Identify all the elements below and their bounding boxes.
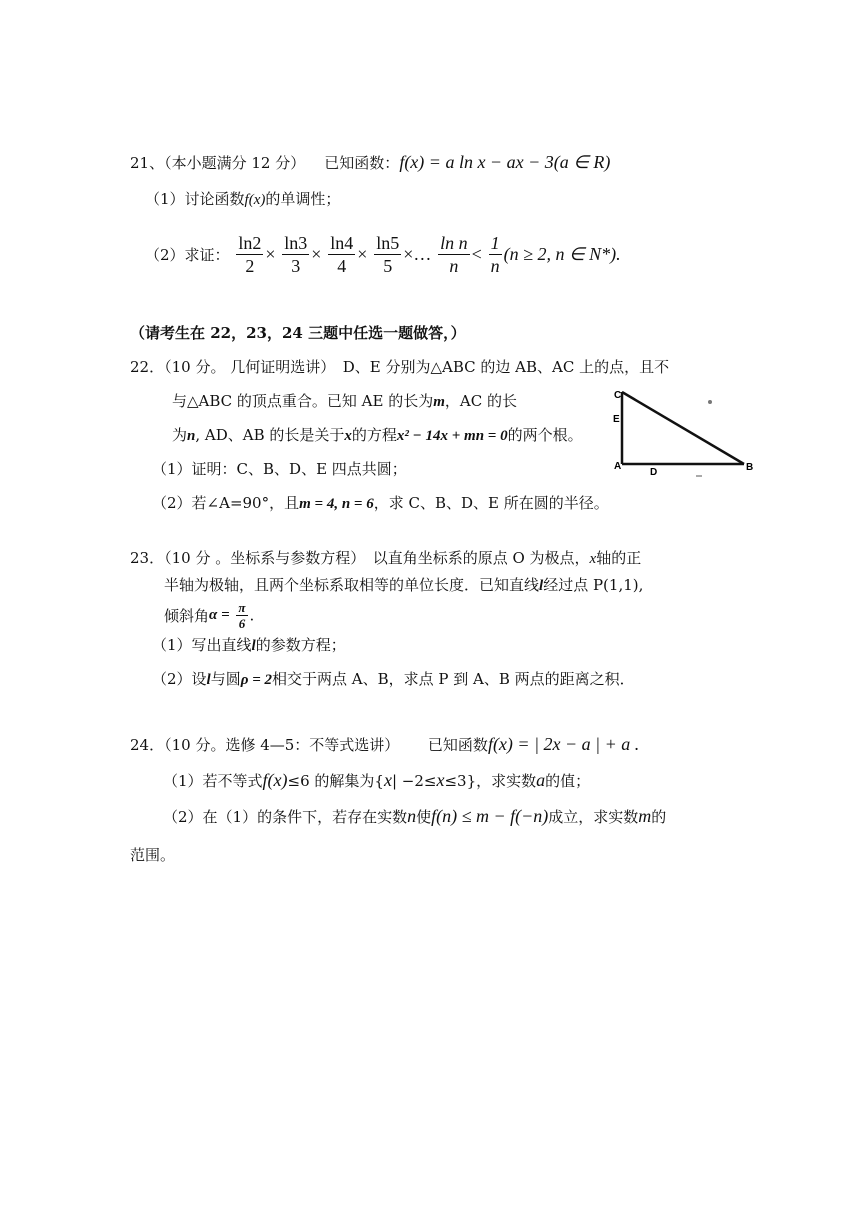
q22-line2: 与△ABC 的顶点重合。已知 AE 的长为m，AC 的长 bbox=[172, 392, 517, 410]
q22-var-m: m bbox=[433, 394, 445, 410]
q21-function: f(x) = a ln x − ax − 3(a ∈ R) bbox=[399, 152, 611, 172]
q22-equation: x² − 14x + mn = 0 bbox=[396, 428, 508, 444]
q23-part1: （1）写出直线l的参数方程； bbox=[152, 636, 346, 654]
q21-intro: 已知函数： bbox=[324, 154, 400, 172]
q21-part1-label: （1）讨论函数 bbox=[145, 190, 245, 208]
q23-alpha: α = bbox=[209, 607, 230, 623]
triangle-figure bbox=[610, 378, 762, 480]
q23-circle-eq: ρ = 2 bbox=[240, 672, 273, 688]
q21-fraction-last: $\frac{\text{ln n}}{n}$ bbox=[440, 233, 468, 276]
q23-line1: 23．（10 分 。坐标系与参数方程） 以直角坐标系的原点 O 为极点，x轴的正 bbox=[130, 549, 642, 567]
q21-part1-tail: 的单调性； bbox=[265, 190, 341, 208]
q23-line2: 半轴为极轴，且两个坐标系取相等的单位长度．已知直线l经过点 P(1,1), bbox=[164, 576, 644, 594]
selection-note: （请考生在 22，23，24 三题中任选一题做答，） bbox=[130, 324, 466, 342]
label-A: A bbox=[614, 461, 622, 472]
q21-fraction-2: $\frac{\ln 3}{3}$ bbox=[284, 233, 308, 276]
q21-title-line bbox=[130, 152, 610, 173]
q22-line3: 为n, AD、AB 的长是关于x的方程x² − 14x + mn = 0的两个根。 bbox=[172, 426, 583, 444]
q21-part2: （2）求证： $\frac{\ln 2}{2}$ × $\frac{\ln 3}{3}$ × $\frac{\ln 4}{4}$ × $\frac{\ln 5}{5}$ ×… $\frac{\text{ln n}}{n}$ < $\frac{1}{n}$ (n ≥ 2, n ∈ N*). bbox=[145, 233, 621, 276]
q21-number: 21、 bbox=[130, 154, 165, 172]
q21-lt: < bbox=[471, 244, 482, 264]
q21-fraction-3: $\frac{\ln 4}{4}$ bbox=[330, 233, 354, 276]
q21-fraction-1: $\frac{\ln 2}{2}$ bbox=[238, 233, 262, 276]
q21-header: （本小题满分 12 分） bbox=[164, 154, 306, 172]
q24-part1: （1）若不等式f(x)≤6 的解集为{x| −2≤x≤3}，求实数a的值； bbox=[163, 770, 591, 790]
q24-part2: （2）在（1）的条件下，若存在实数n使f(n) ≤ m − f(−n)成立，求实数m的 bbox=[163, 806, 667, 826]
q21-part1 bbox=[145, 188, 340, 209]
q21-part2-label: （2）求证： bbox=[145, 246, 230, 264]
q22-part2-condition: m = 4, n = 6 bbox=[299, 496, 374, 512]
q21-condition: (n ≥ 2, n ∈ N*). bbox=[503, 244, 621, 264]
q21-dots: ×… bbox=[403, 244, 432, 264]
label-E: E bbox=[613, 414, 620, 425]
q24-inequality: f(n) ≤ m − f(−n) bbox=[431, 806, 549, 826]
q24-line1: 24．（10 分。选修 4—5：不等式选讲） 已知函数f(x) = | 2x − a | + a . bbox=[130, 734, 640, 754]
q21-fraction-rhs: $\frac{1}{n}$ bbox=[490, 233, 500, 276]
q23-angle-fraction: $\frac{\pi}{6}$ bbox=[238, 600, 246, 631]
label-C: C bbox=[614, 390, 622, 401]
label-B: B bbox=[746, 462, 754, 473]
q22-part1: （1）证明：C、B、D、E 四点共圆； bbox=[152, 460, 407, 478]
q23-line-l: l bbox=[539, 578, 544, 594]
q24-part2-cont: 范围。 bbox=[130, 846, 176, 864]
q21-fraction-4: $\frac{\ln 5}{5}$ bbox=[376, 233, 400, 276]
q23-part2: （2）设l与圆ρ = 2相交于两点 A、B，求点 P 到 A、B 两点的距离之积． bbox=[152, 670, 635, 688]
q22-line1: 22．（10 分。 几何证明选讲） D、E 分别为△ABC 的边 AB、AC 上的点，且不 bbox=[130, 358, 670, 376]
q23-line3: 倾斜角α = $\frac{\pi}{6}$ . bbox=[164, 600, 255, 631]
q21-part1-fx: f(x) bbox=[244, 192, 266, 208]
label-D: D bbox=[650, 467, 658, 478]
q24-function: f(x) = | 2x − a | + a . bbox=[487, 734, 640, 754]
q22-var-n: n bbox=[187, 428, 196, 444]
q22-part2: （2）若∠A=90°，且m = 4, n = 6，求 C、B、D、E 所在圆的半径。 bbox=[152, 494, 609, 512]
